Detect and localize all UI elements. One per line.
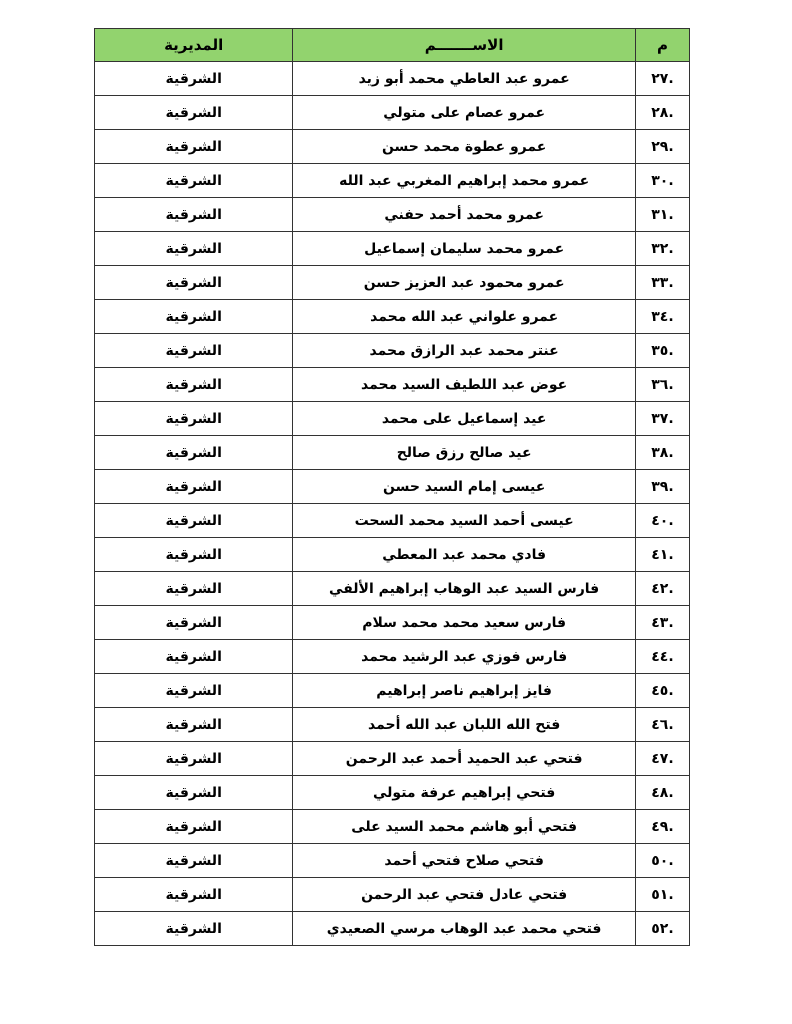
row-number: .٣٩ (635, 470, 689, 504)
table-row (95, 572, 690, 606)
row-number: .٣٨ (635, 436, 689, 470)
row-number: .٣٥ (635, 334, 689, 368)
table-row (95, 606, 690, 640)
row-directorate: الشرقية (95, 912, 293, 946)
row-directorate: الشرقية (95, 674, 293, 708)
roster-table (94, 28, 690, 946)
table-row (95, 300, 690, 334)
row-name: عنتر محمد عبد الرازق محمد (293, 334, 636, 368)
row-directorate: الشرقية (95, 266, 293, 300)
row-number: .٤٧ (635, 742, 689, 776)
row-number: .٤٩ (635, 810, 689, 844)
table-body (95, 62, 690, 946)
table-row (95, 878, 690, 912)
row-directorate: الشرقية (95, 198, 293, 232)
row-number: .٤١ (635, 538, 689, 572)
row-number: .٢٩ (635, 130, 689, 164)
row-name: فادي محمد عبد المعطي (293, 538, 636, 572)
row-number: .٣٦ (635, 368, 689, 402)
table-row (95, 742, 690, 776)
table-row (95, 96, 690, 130)
row-name: عيسى إمام السيد حسن (293, 470, 636, 504)
row-directorate: الشرقية (95, 504, 293, 538)
table-row (95, 538, 690, 572)
row-name: عمرو عبد العاطي محمد أبو زيد (293, 62, 636, 96)
row-number: .٣١ (635, 198, 689, 232)
row-name: فتحي صلاح فتحي أحمد (293, 844, 636, 878)
row-directorate: الشرقية (95, 96, 293, 130)
row-directorate: الشرقية (95, 640, 293, 674)
row-number: .٤٥ (635, 674, 689, 708)
table-row (95, 504, 690, 538)
row-name: فتحي أبو هاشم محمد السيد على (293, 810, 636, 844)
row-directorate: الشرقية (95, 164, 293, 198)
row-name: عمرو عصام على متولي (293, 96, 636, 130)
row-number: .٥١ (635, 878, 689, 912)
row-number: .٢٧ (635, 62, 689, 96)
row-name: عيسى أحمد السيد محمد السحت (293, 504, 636, 538)
row-number: .٢٨ (635, 96, 689, 130)
table-row (95, 844, 690, 878)
header-name: الاســـــــم (293, 29, 636, 62)
table-header-row (95, 29, 690, 62)
table-row (95, 776, 690, 810)
row-number: .٤٠ (635, 504, 689, 538)
table-row (95, 164, 690, 198)
row-name: فتحي عادل فتحي عبد الرحمن (293, 878, 636, 912)
row-directorate: الشرقية (95, 742, 293, 776)
row-number: .٥٠ (635, 844, 689, 878)
table-row (95, 198, 690, 232)
row-directorate: الشرقية (95, 776, 293, 810)
row-directorate: الشرقية (95, 300, 293, 334)
table-row (95, 130, 690, 164)
table-row (95, 470, 690, 504)
row-name: عمرو محمد سليمان إسماعيل (293, 232, 636, 266)
table-row (95, 912, 690, 946)
row-directorate: الشرقية (95, 844, 293, 878)
row-name: فتح الله اللبان عبد الله أحمد (293, 708, 636, 742)
row-number: .٣٣ (635, 266, 689, 300)
row-name: فارس السيد عبد الوهاب إبراهيم الألفي (293, 572, 636, 606)
row-directorate: الشرقية (95, 334, 293, 368)
row-directorate: الشرقية (95, 232, 293, 266)
row-number: .٤٤ (635, 640, 689, 674)
row-number: .٣٧ (635, 402, 689, 436)
row-directorate: الشرقية (95, 878, 293, 912)
row-name: عمرو محمد إبراهيم المغربي عبد الله (293, 164, 636, 198)
row-name: عيد إسماعيل على محمد (293, 402, 636, 436)
row-number: .٣٠ (635, 164, 689, 198)
table-row (95, 674, 690, 708)
row-directorate: الشرقية (95, 538, 293, 572)
table-row (95, 436, 690, 470)
row-number: .٣٢ (635, 232, 689, 266)
row-number: .٣٤ (635, 300, 689, 334)
row-name: عمرو علواني عبد الله محمد (293, 300, 636, 334)
table-row (95, 810, 690, 844)
row-name: فارس فوزي عبد الرشيد محمد (293, 640, 636, 674)
row-number: .٤٢ (635, 572, 689, 606)
table-row (95, 368, 690, 402)
row-directorate: الشرقية (95, 708, 293, 742)
table-row (95, 708, 690, 742)
row-number: .٤٨ (635, 776, 689, 810)
row-name: فتحي إبراهيم عرفة متولي (293, 776, 636, 810)
table-row (95, 402, 690, 436)
row-directorate: الشرقية (95, 606, 293, 640)
row-directorate: الشرقية (95, 402, 293, 436)
row-directorate: الشرقية (95, 368, 293, 402)
row-directorate: الشرقية (95, 436, 293, 470)
header-directorate: المديرية (95, 29, 293, 62)
table-row (95, 334, 690, 368)
row-name: فارس سعيد محمد محمد سلام (293, 606, 636, 640)
row-directorate: الشرقية (95, 572, 293, 606)
row-number: .٤٦ (635, 708, 689, 742)
table-row (95, 232, 690, 266)
row-name: عمرو محمد أحمد حفني (293, 198, 636, 232)
row-number: .٤٣ (635, 606, 689, 640)
row-name: فايز إبراهيم ناصر إبراهيم (293, 674, 636, 708)
row-directorate: الشرقية (95, 130, 293, 164)
row-directorate: الشرقية (95, 62, 293, 96)
row-name: عيد صالح رزق صالح (293, 436, 636, 470)
row-number: .٥٢ (635, 912, 689, 946)
row-directorate: الشرقية (95, 470, 293, 504)
row-name: عوض عبد اللطيف السيد محمد (293, 368, 636, 402)
table-row (95, 62, 690, 96)
table-row (95, 266, 690, 300)
row-name: عمرو عطوة محمد حسن (293, 130, 636, 164)
header-number: م (635, 29, 689, 62)
table-row (95, 640, 690, 674)
row-name: فتحي عبد الحميد أحمد عبد الرحمن (293, 742, 636, 776)
row-name: عمرو محمود عبد العزيز حسن (293, 266, 636, 300)
row-directorate: الشرقية (95, 810, 293, 844)
row-name: فتحي محمد عبد الوهاب مرسي الصعيدي (293, 912, 636, 946)
